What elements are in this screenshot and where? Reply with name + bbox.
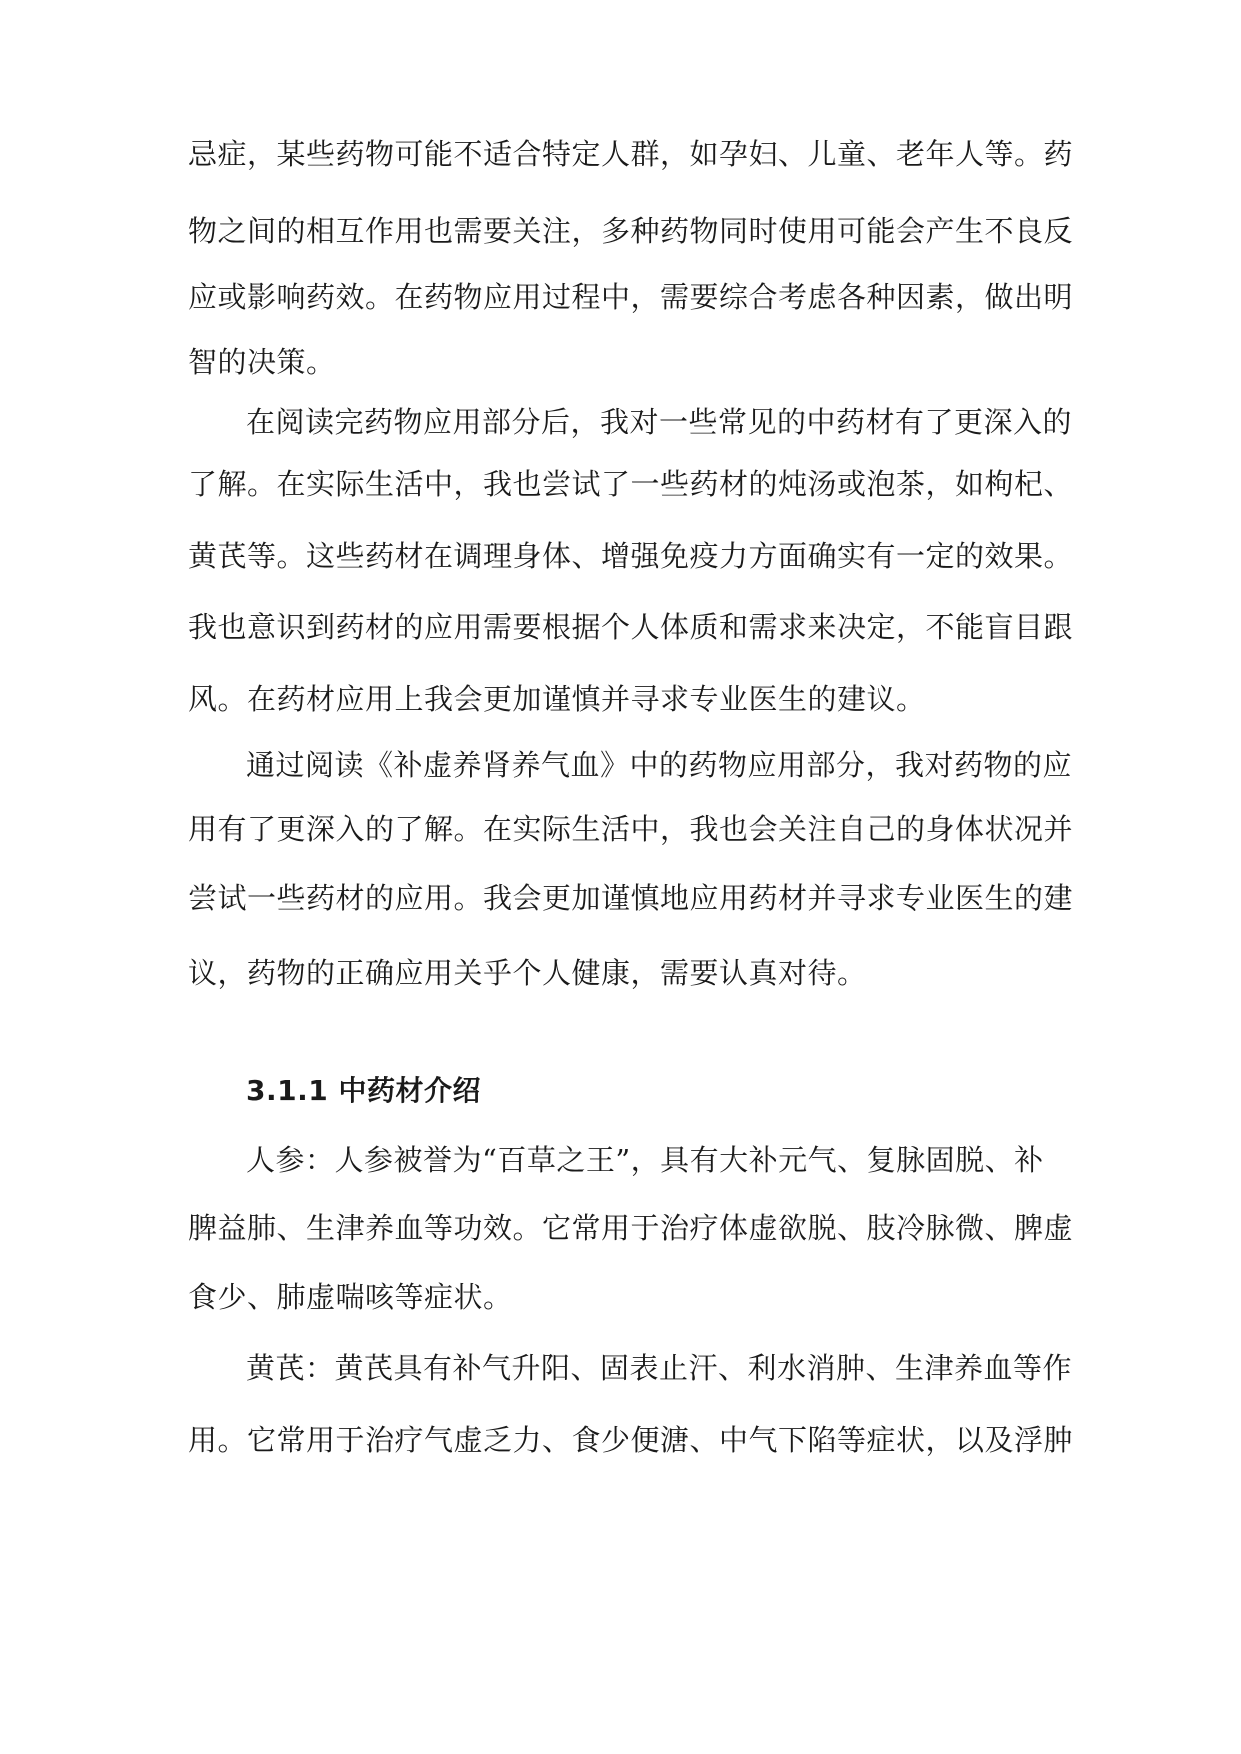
text-line: 忌症，某些药物可能不适合特定人群，如孕妇、儿童、老年人等。药 [188,137,1074,171]
text-line: 食少、肺虚喘咳等症状。 [188,1280,513,1314]
paragraph-start-line: 人参：人参被誉为“百草之王”，具有大补元气、复脉固脱、补 [246,1143,1044,1177]
text-line: 议，药物的正确应用关乎个人健康，需要认真对待。 [188,956,867,990]
text-line: 物之间的相互作用也需要关注，多种药物同时使用可能会产生不良反 [188,214,1074,248]
paragraph-start-line: 黄芪：黄芪具有补气升阳、固表止汗、利水消肿、生津养血等作 [246,1351,1073,1385]
paragraph-start-line: 在阅读完药物应用部分后，我对一些常见的中药材有了更深入的 [246,405,1073,439]
text-line: 风。在药材应用上我会更加谨慎并寻求专业医生的建议。 [188,682,926,716]
text-line: 尝试一些药材的应用。我会更加谨慎地应用药材并寻求专业医生的建 [188,881,1074,915]
text-line: 用。它常用于治疗气虚乏力、食少便溏、中气下陷等症状，以及浮肿 [188,1423,1074,1457]
paragraph-start-line: 通过阅读《补虚养肾养气血》中的药物应用部分，我对药物的应 [246,748,1073,782]
text-line: 脾益肺、生津养血等功效。它常用于治疗体虚欲脱、肢冷脉微、脾虚 [188,1211,1074,1245]
text-line: 黄芪等。这些药材在调理身体、增强免疫力方面确实有一定的效果。 [188,539,1074,573]
text-line: 应或影响药效。在药物应用过程中，需要综合考虑各种因素，做出明 [188,280,1074,314]
text-line: 智的决策。 [188,345,336,379]
section-heading: 3.1.1 中药材介绍 [246,1074,481,1107]
text-line: 了解。在实际生活中，我也尝试了一些药材的炖汤或泡茶，如枸杞、 [188,467,1074,501]
text-line: 我也意识到药材的应用需要根据个人体质和需求来决定，不能盲目跟 [188,610,1074,644]
text-line: 用有了更深入的了解。在实际生活中，我也会关注自己的身体状况并 [188,812,1074,846]
